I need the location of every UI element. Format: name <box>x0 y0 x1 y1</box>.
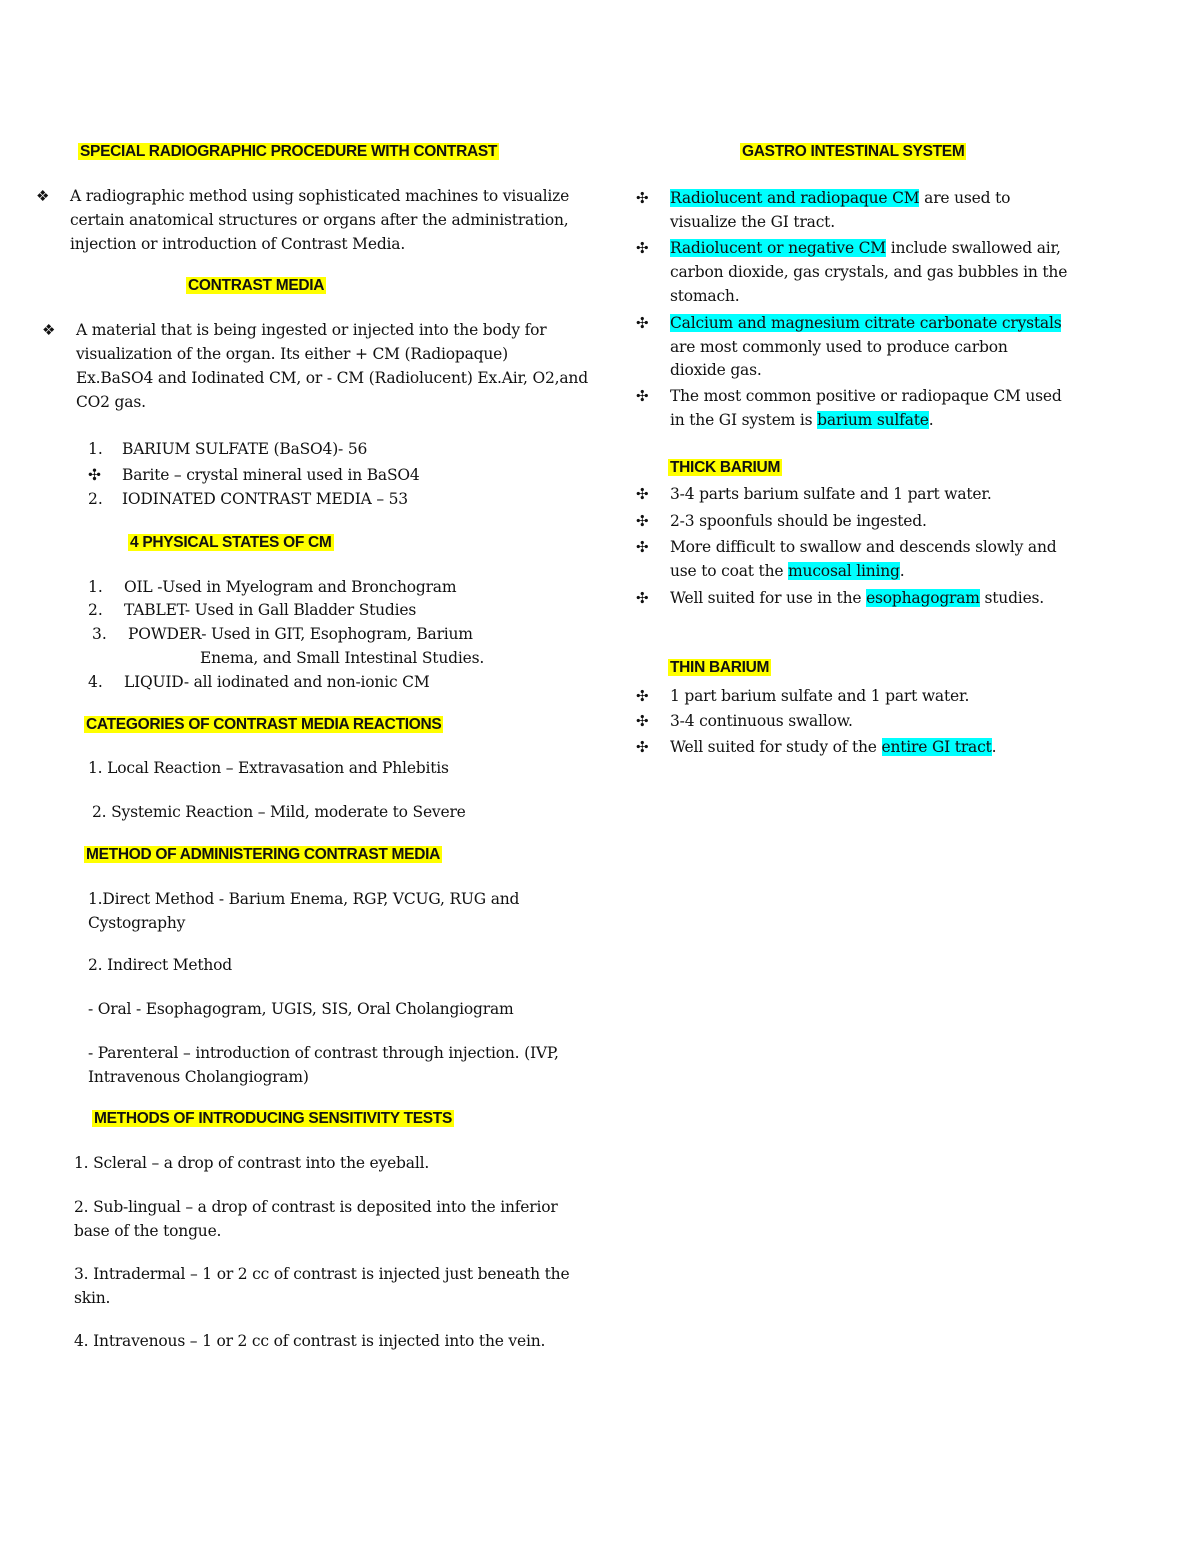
contrast-media-heading: CONTRAST MEDIA <box>188 277 325 294</box>
sensitivity-line: 1. Scleral – a drop of contrast into the eyeball. <box>74 1154 430 1172</box>
contrast-media-line: A material that is being ingested or injected into the body for <box>76 321 547 339</box>
thick-bullet-1: 3-4 parts barium sulfate and 1 part water. <box>670 485 992 503</box>
thick-bullet-4: Well suited for use in the esophagogram studies. <box>670 589 1045 607</box>
gi-bullet-3: Calcium and magnesium citrate carbonate crystals <box>670 314 1062 332</box>
sensitivity-line: skin. <box>74 1289 111 1307</box>
gi-bullet-4-cont: in the GI system is barium sulfate. <box>670 411 934 429</box>
sensitivity-line: base of the tongue. <box>74 1222 222 1240</box>
gi-bullet-1: Radiolucent and radiopaque CM are used to <box>670 189 1011 207</box>
bullet-icon: ❖ <box>36 187 50 205</box>
bullet-icon: ❖ <box>42 321 56 339</box>
gi-bullet-2: Radiolucent or negative CM include swallowed air, <box>670 239 1061 257</box>
contrast-media-line: CO2 gas. <box>76 393 146 411</box>
bullet-icon: ✣ <box>636 738 649 756</box>
bullet-icon: ✣ <box>636 687 649 705</box>
gi-bullet-3-cont: are most commonly used to produce carbon <box>670 338 1008 356</box>
thin-barium-heading: THIN BARIUM <box>670 659 770 676</box>
sensitivity-heading: METHODS OF INTRODUCING SENSITIVITY TESTS <box>94 1110 453 1127</box>
list-item: IODINATED CONTRAST MEDIA – 53 <box>122 490 408 508</box>
administering-line: - Oral - Esophagogram, UGIS, SIS, Oral Cholangiogram <box>88 1000 514 1018</box>
administering-heading: METHOD OF ADMINISTERING CONTRAST MEDIA <box>86 846 440 863</box>
thick-bullet-3: More difficult to swallow and descends slowly and <box>670 538 1057 556</box>
reactions-heading: CATEGORIES OF CONTRAST MEDIA REACTIONS <box>86 716 442 733</box>
bullet-icon: ✣ <box>636 512 649 530</box>
reaction-item: 1. Local Reaction – Extravasation and Phlebitis <box>88 759 449 777</box>
administering-line: 2. Indirect Method <box>88 956 233 974</box>
physical-states-heading: 4 PHYSICAL STATES OF CM <box>130 534 332 551</box>
reaction-item: 2. Systemic Reaction – Mild, moderate to Severe <box>92 803 466 821</box>
list-item: BARIUM SULFATE (BaSO4)- 56 <box>122 440 368 458</box>
page-title: SPECIAL RADIOGRAPHIC PROCEDURE WITH CONTRAST <box>80 143 498 160</box>
list-marker: 1. <box>88 578 103 596</box>
list-item: TABLET- Used in Gall Bladder Studies <box>124 601 417 619</box>
gi-bullet-1-cont: visualize the GI tract. <box>670 213 835 231</box>
thick-bullet-2: 2-3 spoonfuls should be ingested. <box>670 512 927 530</box>
thin-bullet-3: Well suited for study of the entire GI tract. <box>670 738 997 756</box>
sensitivity-line: 4. Intravenous – 1 or 2 cc of contrast is injected into the vein. <box>74 1332 546 1350</box>
intro-line: A radiographic method using sophisticated machines to visualize <box>70 187 570 205</box>
bullet-icon: ✣ <box>636 239 649 257</box>
thick-barium-heading: THICK BARIUM <box>670 459 781 476</box>
intro-line: injection or introduction of Contrast Media. <box>70 235 406 253</box>
list-item: POWDER- Used in GIT, Esophogram, Barium <box>128 625 473 643</box>
thick-bullet-3-cont: use to coat the mucosal lining. <box>670 562 905 580</box>
gi-bullet-4: The most common positive or radiopaque CM used <box>670 387 1062 405</box>
bullet-icon: ✣ <box>88 466 101 484</box>
gi-bullet-3-cont: dioxide gas. <box>670 361 762 379</box>
list-item: Barite – crystal mineral used in BaSO4 <box>122 466 420 484</box>
list-marker: 1. <box>88 440 103 458</box>
sensitivity-line: 2. Sub-lingual – a drop of contrast is deposited into the inferior <box>74 1198 558 1216</box>
contrast-media-line: Ex.BaSO4 and Iodinated CM, or - CM (Radiolucent) Ex.Air, O2,and <box>76 369 588 387</box>
administering-line: Cystography <box>88 914 186 932</box>
thin-bullet-2: 3-4 continuous swallow. <box>670 712 853 730</box>
administering-line: - Parenteral – introduction of contrast through injection. (IVP, <box>88 1044 559 1062</box>
list-marker: 2. <box>88 490 103 508</box>
thin-bullet-1: 1 part barium sulfate and 1 part water. <box>670 687 970 705</box>
bullet-icon: ✣ <box>636 589 649 607</box>
list-marker: 2. <box>88 601 103 619</box>
list-marker: 4. <box>88 673 103 691</box>
contrast-media-line: visualization of the organ. Its either + CM (Radiopaque) <box>76 345 508 363</box>
gi-title: GASTRO INTESTINAL SYSTEM <box>742 143 965 160</box>
bullet-icon: ✣ <box>636 314 649 332</box>
list-item: OIL -Used in Myelogram and Bronchogram <box>124 578 457 596</box>
list-item: LIQUID- all iodinated and non-ionic CM <box>124 673 430 691</box>
sensitivity-line: 3. Intradermal – 1 or 2 cc of contrast is injected just beneath the <box>74 1265 570 1283</box>
bullet-icon: ✣ <box>636 387 649 405</box>
intro-line: certain anatomical structures or organs after the administration, <box>70 211 569 229</box>
bullet-icon: ✣ <box>636 189 649 207</box>
administering-line: Intravenous Cholangiogram) <box>88 1068 309 1086</box>
gi-bullet-2-cont: stomach. <box>670 287 740 305</box>
list-marker: 3. <box>92 625 107 643</box>
bullet-icon: ✣ <box>636 712 649 730</box>
administering-line: 1.Direct Method - Barium Enema, RGP, VCUG, RUG and <box>88 890 520 908</box>
bullet-icon: ✣ <box>636 485 649 503</box>
bullet-icon: ✣ <box>636 538 649 556</box>
gi-bullet-2-cont: carbon dioxide, gas crystals, and gas bubbles in the <box>670 263 1068 281</box>
list-item-continuation: Enema, and Small Intestinal Studies. <box>200 649 485 667</box>
